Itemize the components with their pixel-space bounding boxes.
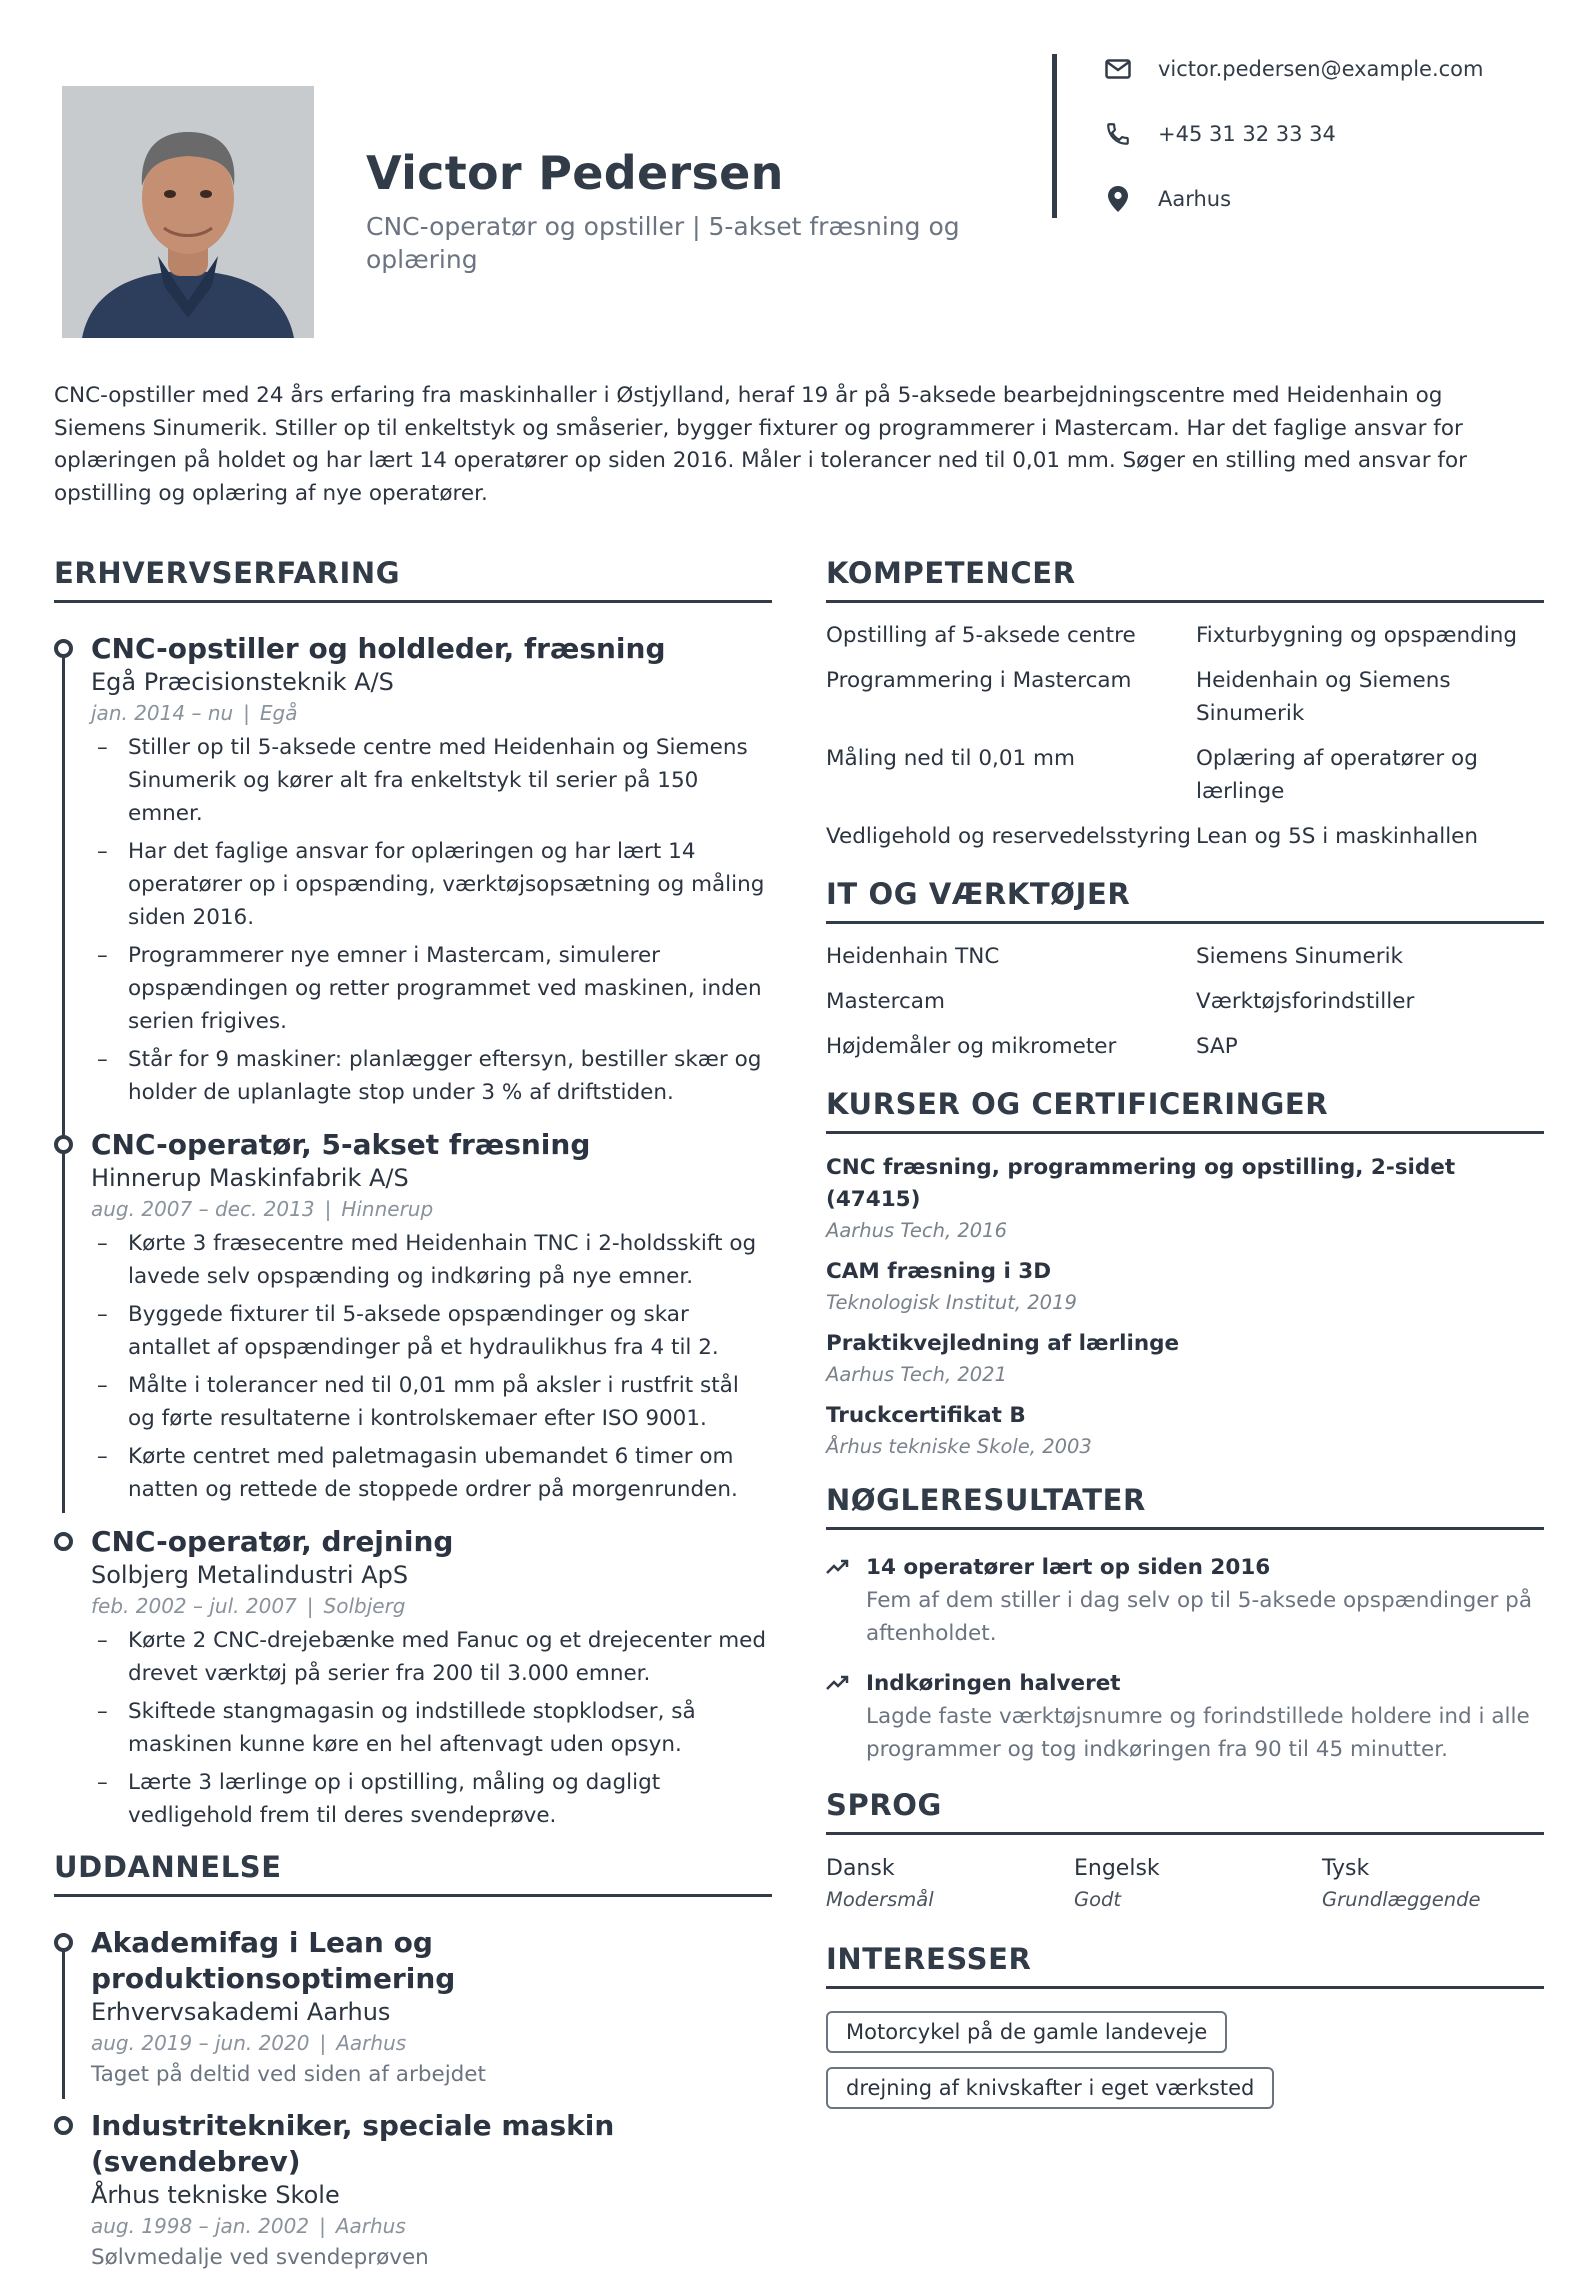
job-meta: aug. 2007 – dec. 2013 | Hinnerup xyxy=(91,1197,434,1221)
section-title-interests: INTERESSER xyxy=(826,1942,1544,1989)
timeline-dot xyxy=(54,1532,73,1551)
location-pin-icon xyxy=(1104,185,1132,213)
left-column xyxy=(54,556,772,2291)
job-bullet: – Står for 9 maskiner: planlægger eftersyn, bestiller skær og holder de uplanlagte stop under 3 % af driftstiden. xyxy=(91,1043,772,1109)
phone-icon xyxy=(1104,120,1132,148)
result-description: Fem af dem stiller i dag selv op til 5-aksede opspændinger på aftenholdet. xyxy=(866,1588,1533,1646)
education-location: Aarhus xyxy=(335,2214,406,2238)
education-note: Sølvmedalje ved svendeprøven xyxy=(91,2245,429,2270)
skill-item: Heidenhain og Siemens Sinumerik xyxy=(1196,668,1451,726)
job-bullet: – Lærte 3 lærlinge op i opstilling, måling og dagligt vedligehold frem til deres svendeprøve. xyxy=(91,1766,772,1832)
job-company: Hinnerup Maskinfabrik A/S xyxy=(91,1164,409,1192)
language-item xyxy=(1074,1853,1322,1914)
profile-summary: CNC-opstiller med 24 års erfaring fra maskinhaller i Østjylland, heraf 19 år på 5-aksede bearbejdningscentre med Heidenhain og Siemens Sinumerik. Stiller op til enkeltstyk og småserier, bygger fixturer og programmerer i Mastercam. Har det faglige ansvar for oplæringen på holdet og har lært 14 operatører op siden 2016. Måler i tolerancer ned til 0,01 mm. Søger en stilling med ansvar for opstilling og oplæring af nye operatører. xyxy=(54,383,1467,506)
job-bullet: – Skiftede stangmagasin og indstillede stopklodser, så maskinen kunne køre en hel aftenvagt uden opsyn. xyxy=(91,1695,772,1761)
contact-email[interactable] xyxy=(1104,52,1484,86)
job-bullet: – Har det faglige ansvar for oplæringen og har lært 14 operatører op i opspænding, værktøjsopsætning og måling siden 2016. xyxy=(91,835,772,934)
job-entry xyxy=(54,1524,772,1832)
job-bullet: – Byggede fixturer til 5-aksede opspændinger og skar antallet af opspændinger på et hydraulikhus fra 4 til 2. xyxy=(91,1298,772,1364)
course-item xyxy=(826,1152,1544,1245)
job-bullet: – Stiller op til 5-aksede centre med Heidenhain og Siemens Sinumerik og kører alt fra enkeltstyk til serier på 150 emner. xyxy=(91,731,772,830)
skill-item: Opstilling af 5-aksede centre xyxy=(826,623,1136,648)
education-entry xyxy=(54,1925,772,2090)
timeline-dot xyxy=(54,1135,73,1154)
contact-phone-text: +45 31 32 33 34 xyxy=(1158,122,1336,146)
course-name: CNC fræsning, programmering og opstilling, 2-sidet (47415) xyxy=(826,1155,1456,1212)
contact-divider xyxy=(1052,54,1057,218)
section-title-education: UDDANNELSE xyxy=(54,1850,772,1897)
course-name: CAM fræsning i 3D xyxy=(826,1259,1052,1284)
contact-location-text: Aarhus xyxy=(1158,187,1232,211)
job-location: Solbjerg xyxy=(323,1594,406,1618)
job-meta: feb. 2002 – jul. 2007 | Solbjerg xyxy=(91,1594,406,1618)
job-bullet: – Målte i tolerancer ned til 0,01 mm på aksler i rustfrit stål og førte resultaterne i kontrolskemaer efter ISO 9001. xyxy=(91,1369,772,1435)
section-title-languages: SPROG xyxy=(826,1788,1544,1835)
tool-item: Mastercam xyxy=(826,989,945,1014)
mail-icon xyxy=(1104,55,1132,83)
languages-list xyxy=(826,1853,1544,1914)
job-bullet: – Kørte 3 fræsecentre med Heidenhain TNC i 2-holdsskift og lavede selv opspænding og indkøring på nye emner. xyxy=(91,1227,772,1293)
education-entry xyxy=(54,2108,772,2273)
education-note: Taget på deltid ved siden af arbejdet xyxy=(91,2062,486,2087)
profile-photo xyxy=(62,86,314,338)
skill-item: Programmering i Mastercam xyxy=(826,668,1132,693)
job-title: CNC-operatør, drejning xyxy=(91,1525,454,1558)
tool-item: Værktøjsforindstiller xyxy=(1196,989,1415,1014)
language-name: Dansk xyxy=(826,1856,895,1881)
course-item xyxy=(826,1400,1544,1461)
interests-list xyxy=(826,2011,1544,2123)
job-title: CNC-opstiller og holdleder, fræsning xyxy=(91,632,666,665)
headline: CNC-operatør og opstiller | 5-akset fræsning og oplæring xyxy=(366,212,960,274)
job-entry xyxy=(54,631,772,1109)
course-meta: Aarhus Tech, 2016 xyxy=(826,1219,1007,1242)
skill-item: Måling ned til 0,01 mm xyxy=(826,746,1075,771)
job-bullets xyxy=(91,731,772,1109)
trending-up-icon xyxy=(826,1558,850,1580)
job-title: CNC-operatør, 5-akset fræsning xyxy=(91,1128,591,1161)
timeline-dot xyxy=(54,1933,73,1952)
skill-item: Lean og 5S i maskinhallen xyxy=(1196,824,1479,849)
course-meta: Aarhus Tech, 2021 xyxy=(826,1363,1007,1386)
right-column xyxy=(826,556,1544,2123)
course-item xyxy=(826,1328,1544,1389)
timeline-dot xyxy=(54,639,73,658)
tool-item: SAP xyxy=(1196,1034,1238,1059)
job-location: Hinnerup xyxy=(341,1197,434,1221)
course-item xyxy=(826,1256,1544,1317)
course-name: Truckcertifikat B xyxy=(826,1403,1026,1428)
contact-email-text: victor.pedersen@example.com xyxy=(1158,57,1484,81)
tools-grid xyxy=(826,940,1544,1075)
timeline-dot xyxy=(54,2116,73,2135)
job-bullet: – Kørte centret med paletmagasin ubemandet 6 timer om natten og rettede de stoppede ordrer på morgenrunden. xyxy=(91,1440,772,1506)
tool-item: Heidenhain TNC xyxy=(826,944,1000,969)
job-dates: feb. 2002 – jul. 2007 xyxy=(91,1594,297,1618)
course-meta: Århus tekniske Skole, 2003 xyxy=(826,1435,1092,1458)
tool-item: Siemens Sinumerik xyxy=(1196,944,1403,969)
contact-location xyxy=(1104,182,1484,216)
result-title: 14 operatører lært op siden 2016 xyxy=(866,1555,1271,1580)
education-meta: aug. 1998 – jan. 2002 | Aarhus xyxy=(91,2214,406,2238)
section-title-courses: KURSER OG CERTIFICERINGER xyxy=(826,1087,1544,1134)
contact-list xyxy=(1104,52,1484,247)
education-school: Erhvervsakademi Aarhus xyxy=(91,1998,391,2026)
education-school: Århus tekniske Skole xyxy=(91,2181,340,2209)
course-meta: Teknologisk Institut, 2019 xyxy=(826,1291,1077,1314)
section-title-tools: IT OG VÆRKTØJER xyxy=(826,877,1544,924)
education-title: Industritekniker, speciale maskin (svendebrev) xyxy=(91,2109,615,2178)
trending-up-icon xyxy=(826,1674,850,1696)
job-dates: jan. 2014 – nu xyxy=(91,701,234,725)
job-bullets xyxy=(91,1227,772,1506)
language-level: Modersmål xyxy=(826,1888,934,1911)
skill-item: Fixturbygning og opspænding xyxy=(1196,623,1518,648)
skill-item: Oplæring af operatører og lærlinge xyxy=(1196,746,1478,804)
education-title: Akademifag i Lean og produktionsoptimering xyxy=(91,1926,456,1995)
job-dates: aug. 2007 – dec. 2013 xyxy=(91,1197,315,1221)
courses-list xyxy=(826,1152,1544,1461)
experience-timeline xyxy=(54,631,772,1832)
job-location: Egå xyxy=(259,701,298,725)
job-bullet: – Programmerer nye emner i Mastercam, simulerer opspændingen og retter programmet ved maskinen, inden serien frigives. xyxy=(91,939,772,1038)
job-company: Egå Præcisionsteknik A/S xyxy=(91,668,394,696)
job-company: Solbjerg Metalindustri ApS xyxy=(91,1561,409,1589)
course-name: Praktikvejledning af lærlinge xyxy=(826,1331,1180,1356)
section-title-experience: ERHVERVSERFARING xyxy=(54,556,772,603)
section-title-results: NØGLERESULTATER xyxy=(826,1483,1544,1530)
section-title-skills: KOMPETENCER xyxy=(826,556,1544,603)
result-item xyxy=(826,1552,1544,1650)
language-name: Tysk xyxy=(1322,1856,1370,1881)
job-meta: jan. 2014 – nu | Egå xyxy=(91,701,298,725)
job-bullets xyxy=(91,1624,772,1832)
interest-chip: drejning af knivskafter i eget værksted xyxy=(826,2067,1274,2109)
language-item xyxy=(826,1853,1074,1914)
job-bullet: – Kørte 2 CNC-drejebænke med Fanuc og et drejecenter med drevet værktøj på serier fra 200 til 3.000 emner. xyxy=(91,1624,772,1690)
language-name: Engelsk xyxy=(1074,1856,1160,1881)
education-meta: aug. 2019 – jun. 2020 | Aarhus xyxy=(91,2031,407,2055)
education-dates: aug. 2019 – jun. 2020 xyxy=(91,2031,310,2055)
job-entry xyxy=(54,1127,772,1506)
language-level: Godt xyxy=(1074,1888,1122,1911)
language-level: Grundlæggende xyxy=(1322,1888,1481,1911)
education-location: Aarhus xyxy=(336,2031,407,2055)
results-list xyxy=(826,1552,1544,1766)
contact-phone[interactable] xyxy=(1104,117,1484,151)
language-item xyxy=(1322,1853,1544,1914)
education-dates: aug. 1998 – jan. 2002 xyxy=(91,2214,310,2238)
result-item xyxy=(826,1668,1544,1766)
tool-item: Højdemåler og mikrometer xyxy=(826,1034,1117,1059)
result-description: Lagde faste værktøjsnumre og forindstillede holdere ind i alle programmer og tog indkøringen fra 90 til 45 minutter. xyxy=(866,1704,1530,1762)
skills-grid xyxy=(826,619,1544,865)
skill-item: Vedligehold og reservedelsstyring xyxy=(826,824,1191,849)
person-name: Victor Pedersen xyxy=(366,146,784,200)
interest-chip: Motorcykel på de gamle landeveje xyxy=(826,2011,1227,2053)
education-timeline xyxy=(54,1925,772,2273)
result-title: Indkøringen halveret xyxy=(866,1671,1121,1696)
